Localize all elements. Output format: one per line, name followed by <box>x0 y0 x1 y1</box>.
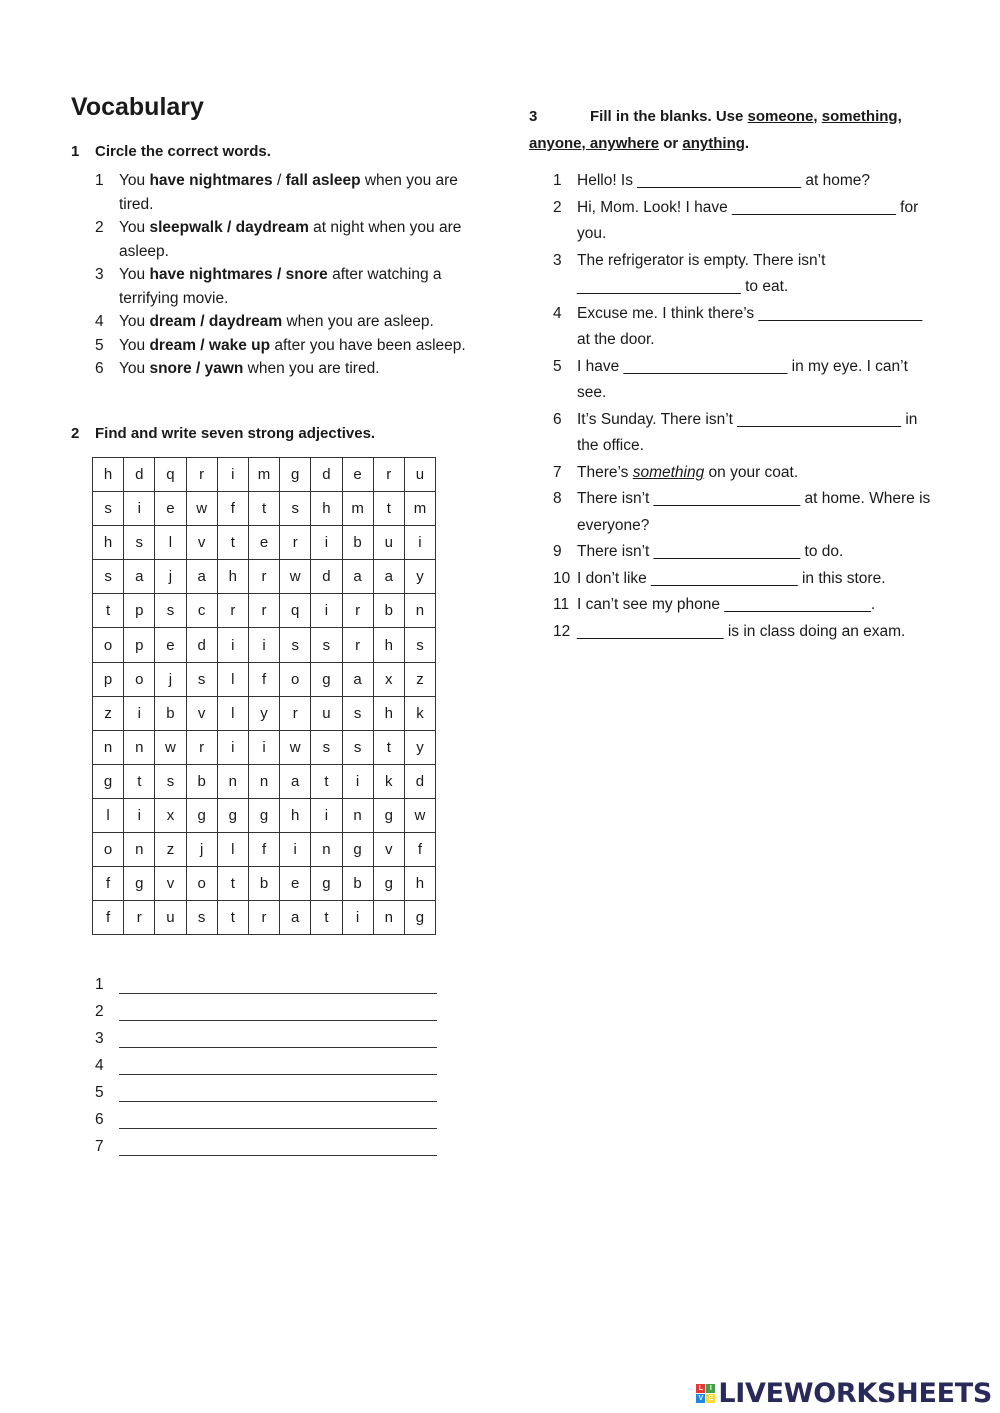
grid-cell: i <box>124 798 155 832</box>
item-number: 6 <box>95 360 104 377</box>
grid-cell: g <box>280 458 311 492</box>
list-item <box>553 460 933 487</box>
word-anything: anything <box>682 135 745 152</box>
item-number: 6 <box>553 410 562 428</box>
list-item <box>553 354 933 407</box>
grid-cell: g <box>373 867 404 901</box>
choice-a: dream / wake up <box>149 336 271 354</box>
grid-cell: u <box>373 526 404 560</box>
grid-cell: h <box>93 526 124 560</box>
item-number: 10 <box>553 569 571 587</box>
answer-number: 4 <box>95 1057 104 1074</box>
grid-cell: n <box>93 730 124 764</box>
grid-cell: d <box>124 458 155 492</box>
item-text: I don’t like _________________ in this store. <box>577 569 886 587</box>
choice-b: fall asleep <box>285 172 361 189</box>
item-number: 2 <box>553 198 562 216</box>
item-number: 2 <box>95 219 104 236</box>
grid-row <box>93 458 436 492</box>
section-2-number: 2 <box>71 425 80 442</box>
grid-cell: h <box>404 867 435 901</box>
list-item <box>553 407 933 460</box>
list-item <box>95 216 470 263</box>
answer-blank[interactable] <box>119 1101 437 1102</box>
grid-cell: z <box>155 833 186 867</box>
choice-a: snore / yawn <box>149 360 244 377</box>
list-item <box>553 592 933 619</box>
grid-cell: y <box>248 696 279 730</box>
item-text: You <box>119 313 150 330</box>
grid-cell: n <box>342 798 373 832</box>
section-1-heading <box>71 143 271 160</box>
grid-cell: i <box>404 526 435 560</box>
grid-row <box>93 764 436 798</box>
example-answer: something <box>632 463 705 481</box>
grid-cell: d <box>404 764 435 798</box>
grid-cell: w <box>280 730 311 764</box>
grid-cell: h <box>373 696 404 730</box>
logo-square: L <box>696 1384 705 1393</box>
grid-cell: t <box>217 901 248 935</box>
word-someone: someone <box>747 108 814 125</box>
list-item <box>553 539 933 566</box>
grid-cell: u <box>311 696 342 730</box>
grid-cell: y <box>404 730 435 764</box>
grid-cell: h <box>93 458 124 492</box>
grid-cell: i <box>124 696 155 730</box>
grid-row <box>93 696 436 730</box>
grid-cell: b <box>248 867 279 901</box>
list-item <box>553 301 933 354</box>
grid-cell: n <box>311 833 342 867</box>
grid-cell: f <box>248 833 279 867</box>
grid-cell: x <box>155 798 186 832</box>
grid-cell: t <box>373 730 404 764</box>
grid-cell: t <box>373 492 404 526</box>
grid-cell: o <box>124 662 155 696</box>
grid-row <box>93 628 436 662</box>
item-text: after watching a terrifying movie. <box>119 266 442 307</box>
grid-row <box>93 594 436 628</box>
grid-cell: l <box>217 662 248 696</box>
grid-cell: s <box>311 730 342 764</box>
grid-row <box>93 730 436 764</box>
section-3-number: 3 <box>529 108 538 125</box>
item-text: when you are tired. <box>243 360 380 377</box>
grid-cell: f <box>93 901 124 935</box>
grid-cell: j <box>155 662 186 696</box>
item-number: 4 <box>95 313 104 330</box>
item-text: There isn’t _________________ to do. <box>577 543 844 560</box>
grid-cell: r <box>342 628 373 662</box>
word-search-grid <box>92 457 436 935</box>
grid-cell: a <box>280 764 311 798</box>
grid-row <box>93 867 436 901</box>
grid-cell: i <box>311 798 342 832</box>
grid-cell: i <box>311 594 342 628</box>
grid-cell: g <box>248 798 279 832</box>
grid-cell: t <box>311 901 342 935</box>
grid-cell: r <box>280 526 311 560</box>
item-text: I have ___________________ in my eye. I can’t see. <box>577 357 908 401</box>
grid-cell: s <box>280 628 311 662</box>
logo-mark-icon <box>696 1384 715 1403</box>
item-text: when you are tired. <box>119 172 458 213</box>
liveworksheets-logo <box>696 1378 992 1409</box>
item-number: 1 <box>95 172 104 189</box>
grid-cell: r <box>248 901 279 935</box>
item-number: 3 <box>553 251 562 269</box>
grid-cell: i <box>217 458 248 492</box>
grid-cell: h <box>373 628 404 662</box>
logo-square: E <box>706 1394 715 1403</box>
choice-a: have nightmares / snore <box>149 266 328 283</box>
grid-cell: i <box>248 730 279 764</box>
grid-cell: a <box>342 560 373 594</box>
grid-cell: v <box>186 696 217 730</box>
section-1-list <box>95 169 470 381</box>
grid-cell: l <box>217 833 248 867</box>
grid-cell: r <box>186 730 217 764</box>
answer-number: 1 <box>95 976 104 993</box>
grid-cell: t <box>217 867 248 901</box>
item-number: 9 <box>553 543 562 560</box>
grid-cell: s <box>93 492 124 526</box>
grid-cell: v <box>155 867 186 901</box>
item-text: Hi, Mom. Look! I have ___________________ for you. <box>577 198 919 242</box>
item-text: after you have been asleep. <box>270 336 466 354</box>
grid-cell: r <box>248 560 279 594</box>
grid-cell: l <box>217 696 248 730</box>
grid-cell: o <box>93 628 124 662</box>
item-number: 8 <box>553 490 562 507</box>
grid-cell: p <box>93 662 124 696</box>
list-item <box>95 310 470 334</box>
grid-row <box>93 492 436 526</box>
grid-cell: n <box>217 764 248 798</box>
grid-cell: t <box>248 492 279 526</box>
grid-cell: m <box>248 458 279 492</box>
item-text: Excuse me. I think there’s ___________________ at the door. <box>577 304 923 348</box>
grid-cell: v <box>186 526 217 560</box>
answer-blank[interactable] <box>119 1020 437 1021</box>
grid-row <box>93 798 436 832</box>
logo-square: V <box>696 1394 705 1403</box>
grid-cell: h <box>280 798 311 832</box>
item-number: 12 <box>553 622 571 640</box>
answer-number: 3 <box>95 1030 104 1047</box>
grid-cell: a <box>342 662 373 696</box>
grid-cell: d <box>311 560 342 594</box>
item-number: 5 <box>95 336 104 354</box>
item-number: 3 <box>95 266 104 283</box>
grid-cell: w <box>280 560 311 594</box>
item-text: at night when you are asleep. <box>119 219 462 260</box>
grid-cell: b <box>186 764 217 798</box>
grid-cell: q <box>280 594 311 628</box>
grid-cell: a <box>280 901 311 935</box>
grid-row <box>93 833 436 867</box>
grid-cell: z <box>404 662 435 696</box>
grid-cell: s <box>93 560 124 594</box>
item-text: when you are asleep. <box>282 313 434 330</box>
grid-cell: i <box>217 628 248 662</box>
grid-cell: u <box>155 901 186 935</box>
item-number: 4 <box>553 304 562 322</box>
grid-cell: g <box>93 764 124 798</box>
grid-cell: a <box>124 560 155 594</box>
grid-cell: g <box>124 867 155 901</box>
grid-cell: i <box>248 628 279 662</box>
answer-blank[interactable] <box>119 1074 437 1075</box>
grid-cell: n <box>124 833 155 867</box>
grid-cell: g <box>217 798 248 832</box>
choice-separator: / <box>272 172 286 189</box>
grid-cell: g <box>186 798 217 832</box>
item-text: The refrigerator is empty. There isn’t ___________________ to eat. <box>577 251 826 295</box>
grid-cell: e <box>155 628 186 662</box>
item-text: There’s <box>577 463 633 481</box>
grid-cell: p <box>124 628 155 662</box>
grid-cell: k <box>373 764 404 798</box>
grid-cell: r <box>280 696 311 730</box>
grid-cell: a <box>186 560 217 594</box>
grid-cell: a <box>373 560 404 594</box>
item-number: 11 <box>553 596 570 613</box>
grid-cell: s <box>186 901 217 935</box>
grid-cell: f <box>248 662 279 696</box>
grid-cell: i <box>217 730 248 764</box>
grid-cell: x <box>373 662 404 696</box>
grid-cell: s <box>186 662 217 696</box>
grid-cell: l <box>155 526 186 560</box>
answer-blank[interactable] <box>119 1128 437 1129</box>
grid-cell: n <box>248 764 279 798</box>
grid-row <box>93 560 436 594</box>
grid-cell: y <box>404 560 435 594</box>
grid-cell: f <box>404 833 435 867</box>
period: . <box>744 135 750 152</box>
item-number: 7 <box>553 463 562 481</box>
item-text: on your coat. <box>704 463 799 481</box>
grid-cell: e <box>248 526 279 560</box>
list-item <box>553 619 933 646</box>
grid-cell: c <box>186 594 217 628</box>
answer-blank[interactable] <box>119 1047 437 1048</box>
answer-number: 6 <box>95 1111 104 1128</box>
grid-cell: k <box>404 696 435 730</box>
grid-cell: r <box>217 594 248 628</box>
item-text: You <box>119 266 150 283</box>
grid-cell: q <box>155 458 186 492</box>
grid-cell: n <box>124 730 155 764</box>
grid-cell: d <box>311 458 342 492</box>
grid-cell: i <box>311 526 342 560</box>
grid-cell: j <box>186 833 217 867</box>
list-item <box>95 357 470 381</box>
grid-cell: s <box>124 526 155 560</box>
answer-blank[interactable] <box>119 1155 437 1156</box>
grid-cell: s <box>311 628 342 662</box>
grid-cell: s <box>155 594 186 628</box>
grid-cell: p <box>124 594 155 628</box>
section-2-instruction: Find and write seven strong adjectives. <box>95 425 376 442</box>
grid-cell: i <box>342 764 373 798</box>
item-number: 5 <box>553 357 562 375</box>
grid-cell: e <box>280 867 311 901</box>
grid-cell: u <box>404 458 435 492</box>
or-text: or <box>659 135 683 152</box>
grid-cell: b <box>155 696 186 730</box>
grid-row <box>93 662 436 696</box>
item-text: It’s Sunday. There isn’t ___________________ in the office. <box>577 410 918 454</box>
grid-cell: e <box>342 458 373 492</box>
grid-cell: n <box>373 901 404 935</box>
item-text: Hello! Is ___________________ at home? <box>577 172 871 189</box>
grid-cell: w <box>404 798 435 832</box>
grid-cell: i <box>124 492 155 526</box>
item-text: You <box>119 172 150 189</box>
grid-cell: g <box>311 662 342 696</box>
item-text: There isn’t _________________ at home. Where is everyone? <box>577 490 931 534</box>
grid-cell: h <box>311 492 342 526</box>
page-title: Vocabulary <box>71 93 204 121</box>
grid-cell: g <box>311 867 342 901</box>
item-number: 1 <box>553 172 562 189</box>
grid-cell: d <box>186 628 217 662</box>
answer-blank[interactable] <box>119 993 437 994</box>
grid-row <box>93 901 436 935</box>
list-item <box>553 195 933 248</box>
grid-cell: f <box>93 867 124 901</box>
grid-cell: g <box>342 833 373 867</box>
grid-cell: n <box>404 594 435 628</box>
grid-cell: f <box>217 492 248 526</box>
grid-cell: r <box>186 458 217 492</box>
item-text: You <box>119 219 150 236</box>
item-text: You <box>119 360 150 377</box>
grid-cell: w <box>155 730 186 764</box>
grid-cell: t <box>124 764 155 798</box>
list-item <box>95 334 470 358</box>
grid-cell: s <box>280 492 311 526</box>
list-item <box>553 168 933 195</box>
grid-cell: t <box>311 764 342 798</box>
grid-cell: r <box>342 594 373 628</box>
grid-cell: s <box>155 764 186 798</box>
list-item <box>553 566 933 593</box>
list-item <box>553 486 933 539</box>
grid-cell: v <box>373 833 404 867</box>
comma: , <box>813 108 818 125</box>
grid-cell: r <box>248 594 279 628</box>
choice-a: sleepwalk / daydream <box>149 219 309 236</box>
grid-cell: b <box>373 594 404 628</box>
logo-square: I <box>706 1384 715 1393</box>
list-item <box>95 169 470 216</box>
grid-cell: j <box>155 560 186 594</box>
item-text: _________________ is in class doing an exam. <box>577 622 906 640</box>
answer-number: 2 <box>95 1003 104 1020</box>
grid-cell: m <box>342 492 373 526</box>
grid-cell: r <box>124 901 155 935</box>
grid-cell: i <box>342 901 373 935</box>
choice-a: dream / daydream <box>149 313 283 330</box>
grid-cell: g <box>404 901 435 935</box>
grid-cell: s <box>342 730 373 764</box>
grid-cell: b <box>342 526 373 560</box>
grid-cell: l <box>93 798 124 832</box>
section-3-heading <box>529 103 909 157</box>
item-text: You <box>119 336 150 354</box>
section-2-heading <box>71 425 375 442</box>
answer-number: 5 <box>95 1084 104 1101</box>
grid-cell: o <box>93 833 124 867</box>
grid-cell: z <box>93 696 124 730</box>
logo-text: LIVEWORKSHEETS <box>718 1378 992 1409</box>
grid-row <box>93 526 436 560</box>
choice-a: have nightmares <box>149 172 273 189</box>
section-3-instruction: Fill in the blanks. Use <box>590 108 748 125</box>
grid-cell: w <box>186 492 217 526</box>
grid-cell: g <box>373 798 404 832</box>
grid-cell: r <box>373 458 404 492</box>
grid-cell: o <box>280 662 311 696</box>
answer-number: 7 <box>95 1138 104 1155</box>
grid-cell: b <box>342 867 373 901</box>
grid-cell: t <box>93 594 124 628</box>
grid-cell: t <box>217 526 248 560</box>
grid-cell: s <box>342 696 373 730</box>
section-1-instruction: Circle the correct words. <box>95 143 271 160</box>
item-text: I can’t see my phone _________________. <box>577 596 876 613</box>
grid-cell: e <box>155 492 186 526</box>
word-list: something, anyone, anywhere <box>529 108 902 152</box>
list-item <box>95 263 470 310</box>
list-item <box>553 248 933 301</box>
grid-cell: m <box>404 492 435 526</box>
grid-cell: o <box>186 867 217 901</box>
grid-cell: i <box>280 833 311 867</box>
section-1-number: 1 <box>71 143 80 160</box>
grid-cell: h <box>217 560 248 594</box>
grid-cell: s <box>404 628 435 662</box>
section-3-list <box>553 168 933 645</box>
